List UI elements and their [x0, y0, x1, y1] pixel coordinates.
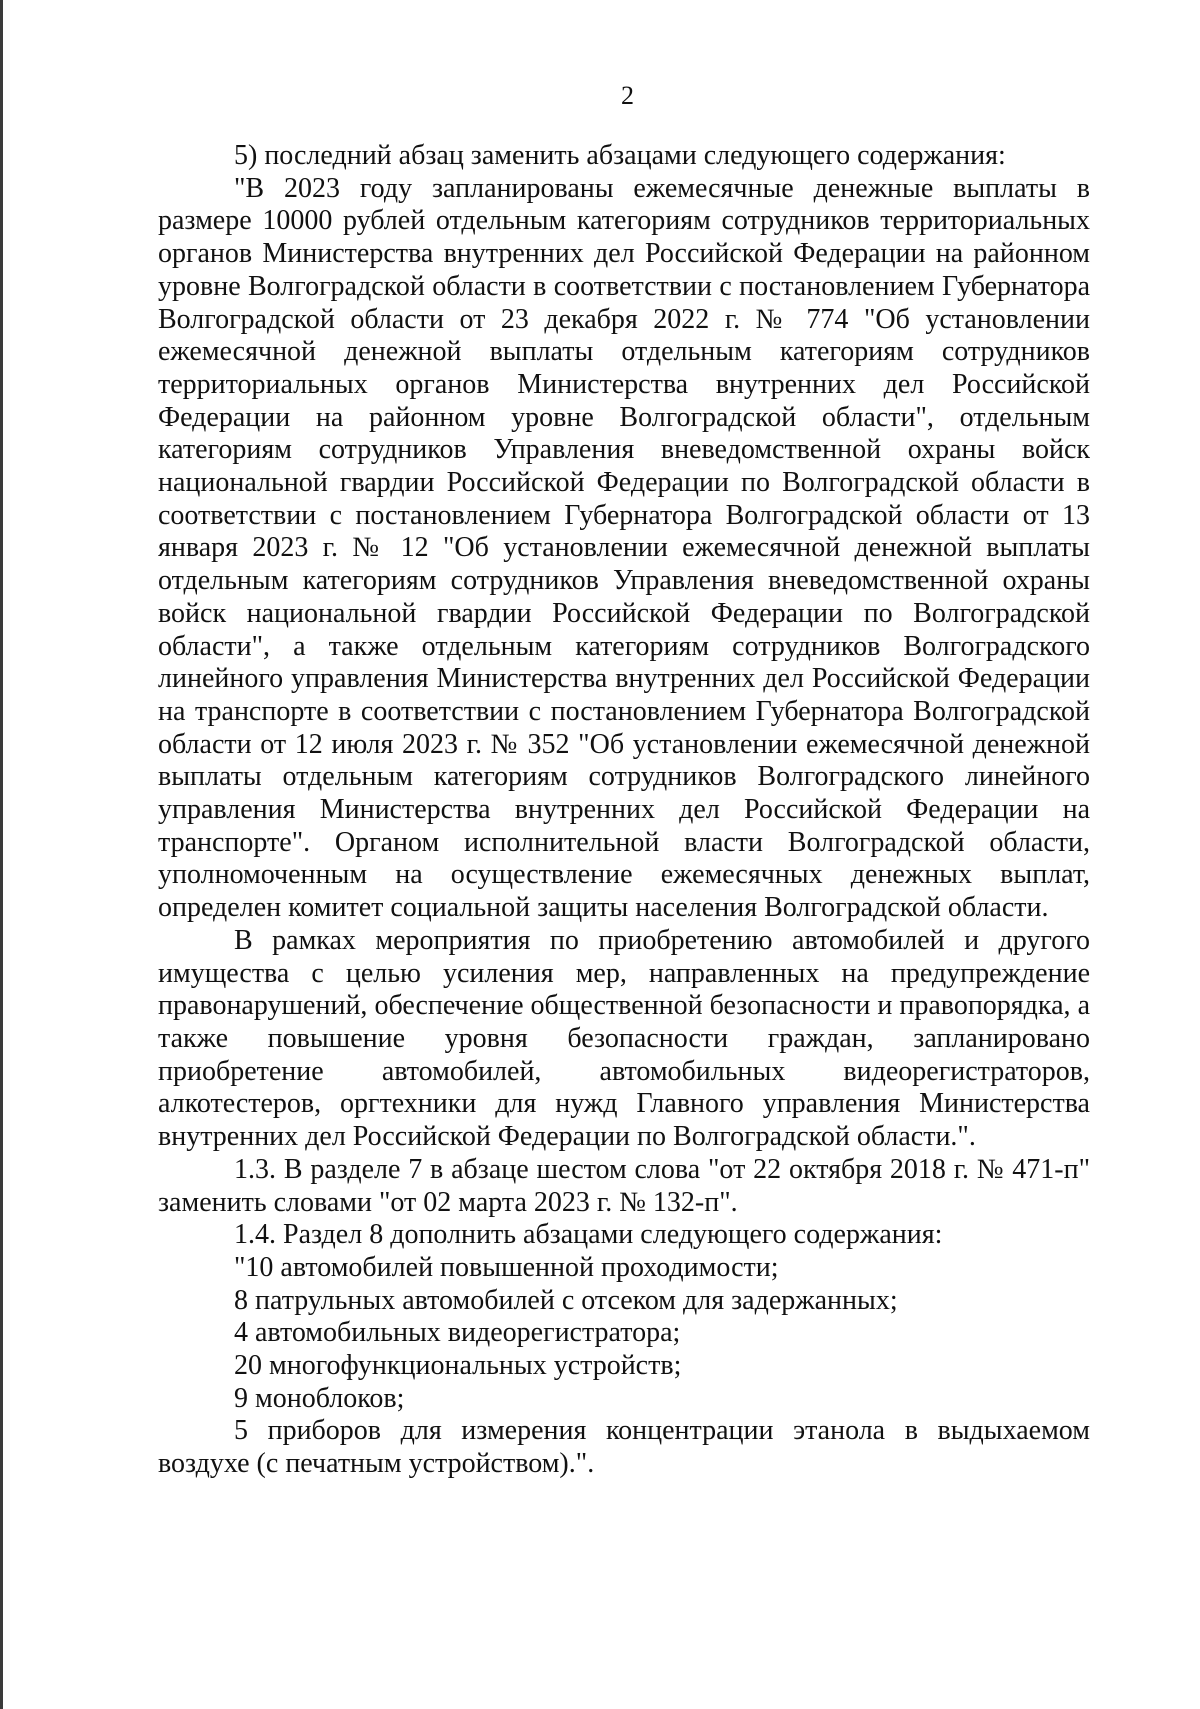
- list-item: "10 автомобилей повышенной проходимости;: [234, 1251, 779, 1283]
- paragraph-replace-last: 5) последний абзац заменить абзацами следующего содержания:: [234, 140, 1006, 171]
- page-number: 2: [621, 81, 634, 110]
- paragraph-vehicles-purchase: В рамках мероприятия по приобретению автомобилей и другого имущества с целью усиления мер, направленных на предупреждение правонарушений, обеспечение общественной безопасности и правопорядка, а также повышение уровня безопасности граждан, запланировано приобретение автомобилей, автомобильных видеорегистраторов, алкотестеров, оргтехники для нужд Главного управления Министерства внутренних дел Российской Федерации по Волгоградской области.".: [158, 924, 1090, 1153]
- list-item: 8 патрульных автомобилей с отсеком для задержанных;: [234, 1284, 898, 1316]
- paragraph-payments-2023: "В 2023 году запланированы ежемесячные денежные выплаты в размере 10000 рублей отдельным категориям сотрудников территориальных органов Министерства внутренних дел Российской Федерации на районном уровне Волгоградской области в соответствии с постановлением Губернатора Волгоградской области от 23 декабря 2022 г. № 774 "Об установлении ежемесячной денежной выплаты отдельным категориям сотрудников территориальных органов Министерства внутренних дел Российской Федерации на районном уровне Волгоградской области", отдельным категориям сотрудников Управления вневедомственной охраны войск национальной гвардии Российской Федерации по Волгоградской области в соответствии с постановлением Губернатора Волгоградской области от 13 января 2023 г. № 12 "Об установлении ежемесячной денежной выплаты отдельным категориям сотрудников Управления вневедомственной охраны войск национальной гвардии Российской Федерации по Волгоградской области", а также отдельным категориям сотрудников Волгоградского линейного управления Министерства внутренних дел Российской Федерации на транспорте в соответствии с постановлением Губернатора Волгоградской области от 12 июля 2023 г. № 352 "Об установлении ежемесячной денежной выплаты отдельным категориям сотрудников Волгоградского линейного управления Министерства внутренних дел Российской Федерации на транспорте". Органом исполнительной власти Волгоградской области, уполномоченным на осуществление ежемесячных денежных выплат, определен комитет социальной защиты населения Волгоградской области.: [158, 172, 1090, 924]
- scan-edge: [0, 0, 3, 1709]
- paragraph-section-7: 1.3. В разделе 7 в абзаце шестом слова "от 22 октября 2018 г. № 471-п" заменить словами "от 02 марта 2023 г. № 132-п".: [158, 1153, 1090, 1218]
- list-item: 4 автомобильных видеорегистратора;: [234, 1317, 681, 1349]
- paragraph-section-8: 1.4. Раздел 8 дополнить абзацами следующего содержания:: [234, 1219, 943, 1251]
- document-body: [158, 140, 1090, 1481]
- list-item: 5 приборов для измерения концентрации этанола в выдыхаемом воздухе (с печатным устройством).".: [158, 1415, 1090, 1480]
- list-item: 9 моноблоков;: [234, 1382, 405, 1414]
- list-item: 20 многофункциональных устройств;: [234, 1350, 682, 1382]
